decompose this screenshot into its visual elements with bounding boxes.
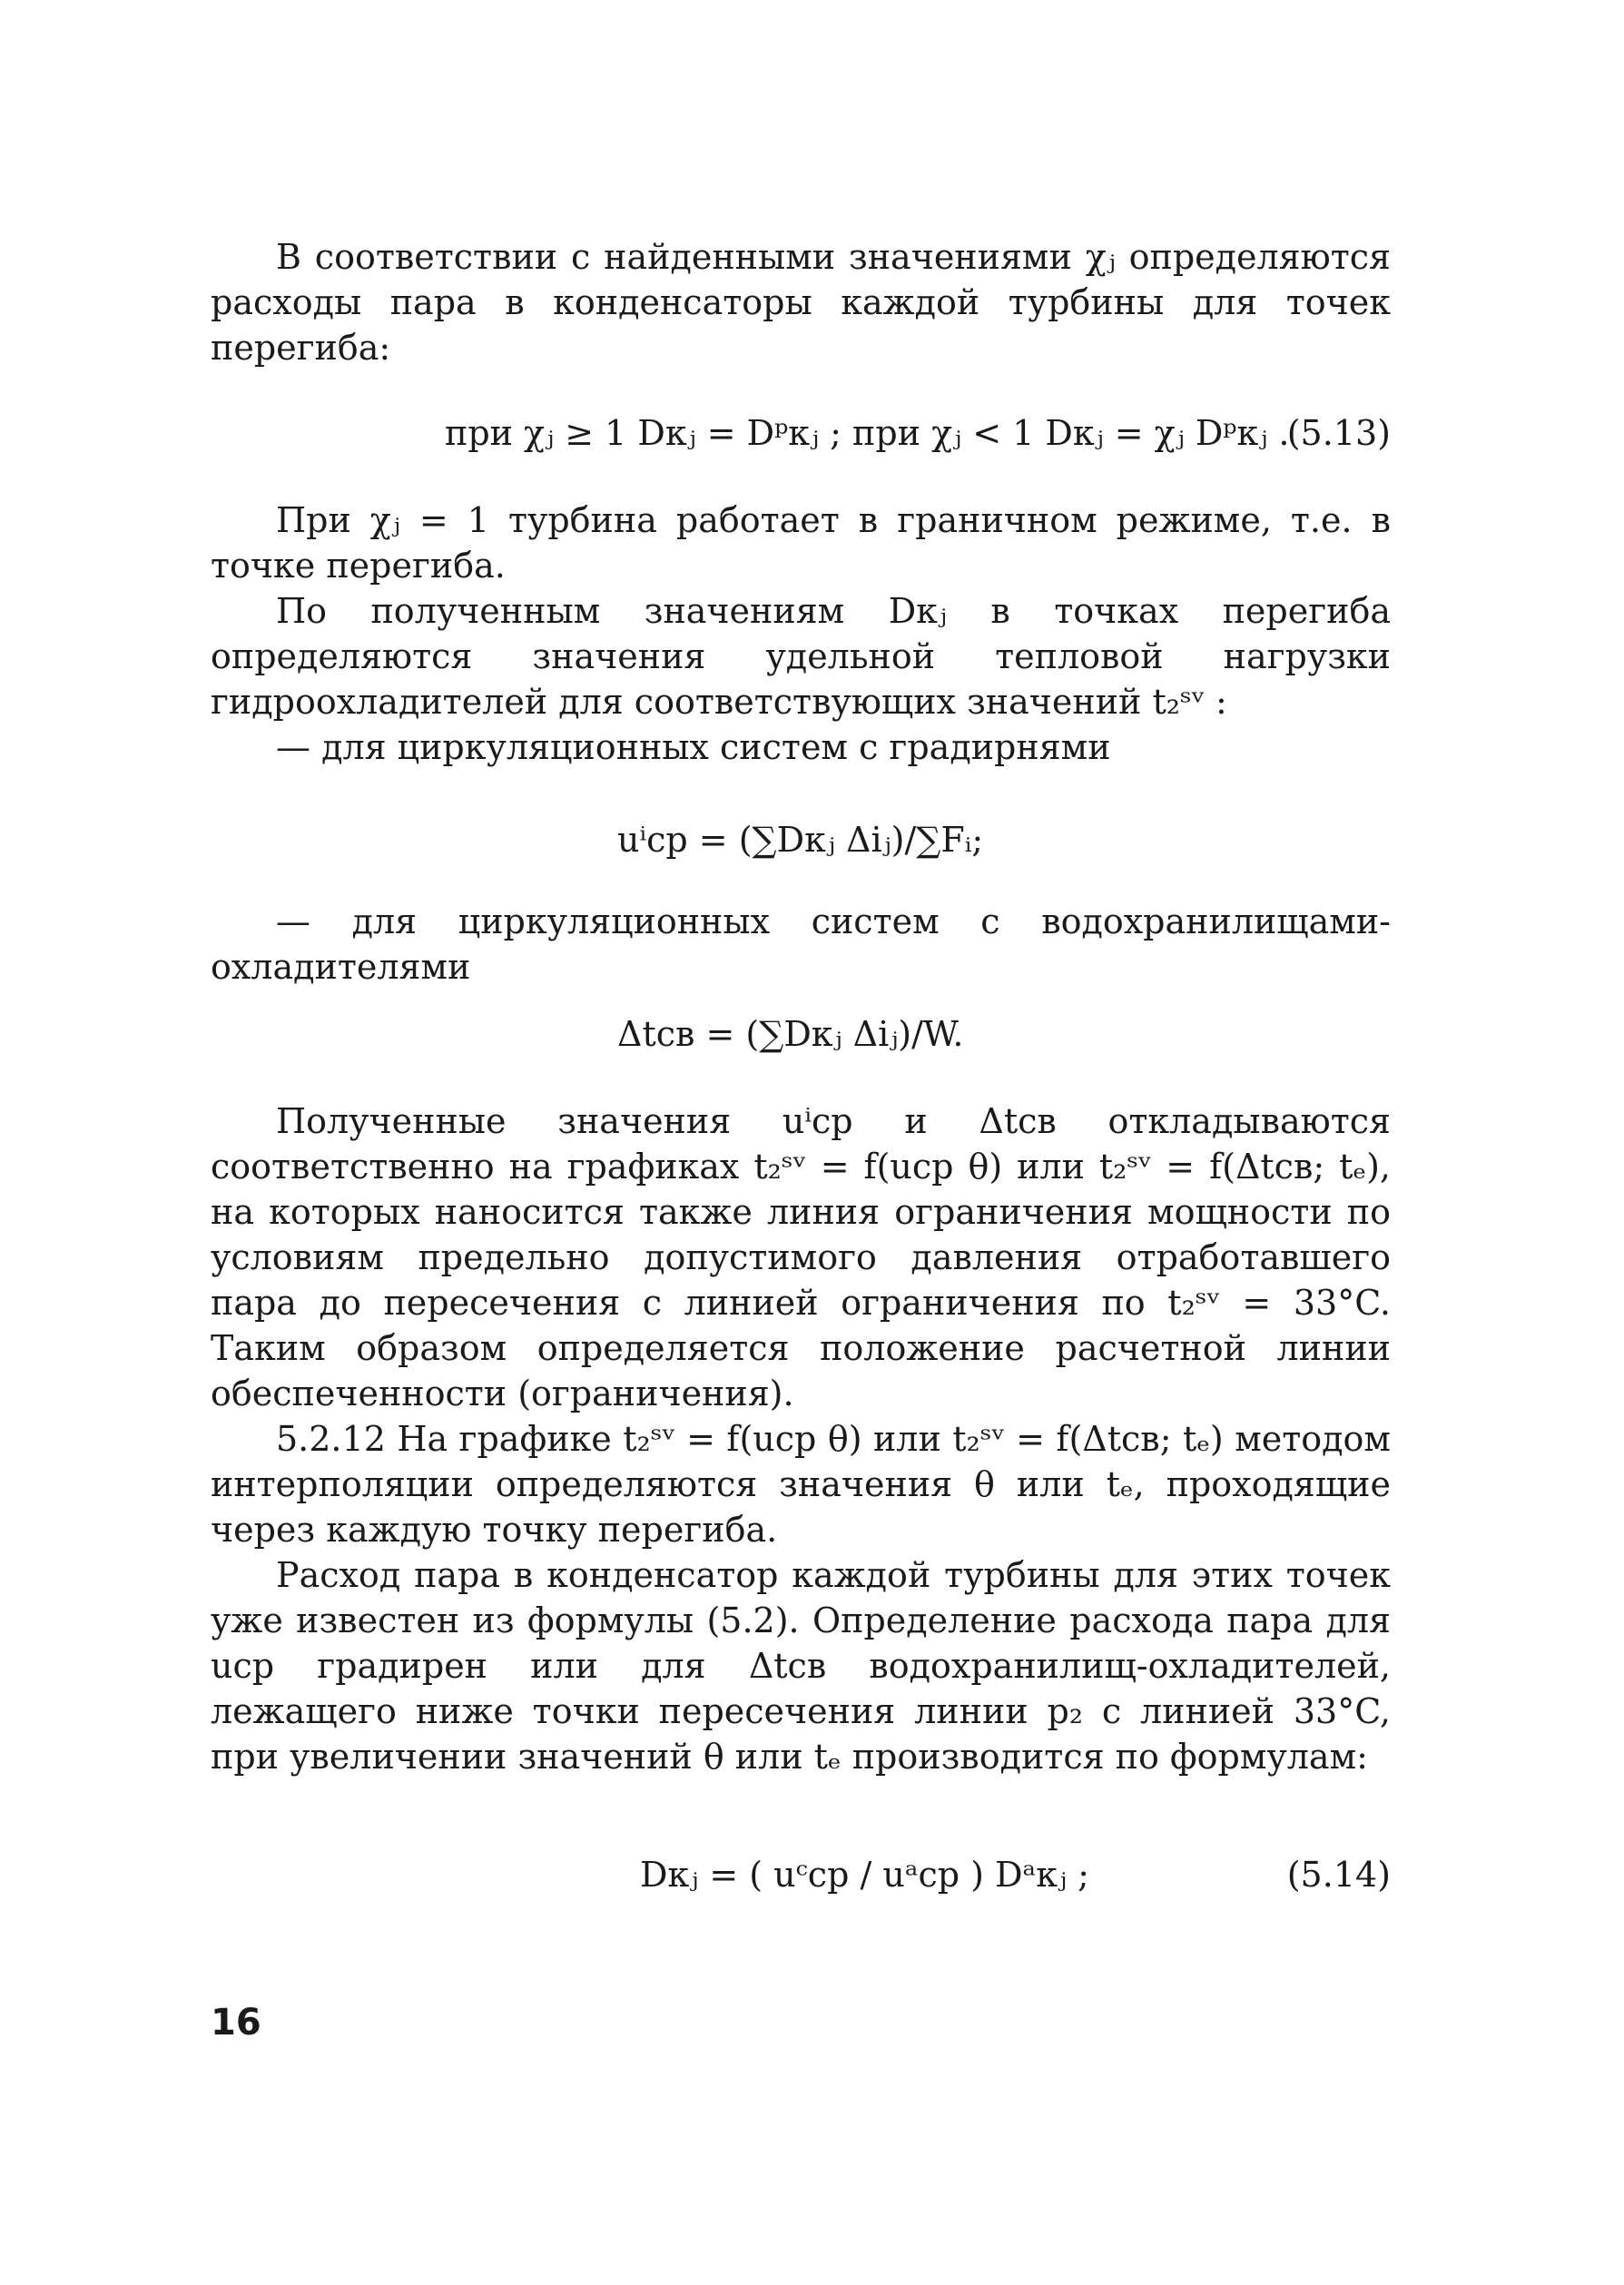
paragraph-5-2-12: 5.2.12 На графике t₂ˢᵛ = f(uср θ) или t₂ˢᵛ = f(Δtсв; tₑ) методом интерполяции определяются значения θ или tₑ, проходящие через каждую точку перегиба.: [211, 1419, 1391, 1550]
equation-delta-t: Δtсв = (∑Dкⱼ Δiⱼ)/W.: [617, 1014, 964, 1054]
equation-u-average: uⁱср = (∑Dкⱼ Δiⱼ)/∑Fᵢ;: [617, 820, 984, 860]
equation-number-5-13: (5.13): [1286, 413, 1391, 453]
paragraph-specific-load: По полученным значениям Dкⱼ в точках перегиба определяются значения удельной тепловой нагрузки гидроохладителей для соответствующих значений t₂ˢᵛ :: [211, 591, 1391, 722]
page-number: 16: [211, 2002, 261, 2044]
equation-number-5-14: (5.14): [1286, 1855, 1391, 1895]
paragraph-reservoir-coolers: — для циркуляционных систем с водохранилищами-охладителями: [211, 901, 1391, 987]
paragraph-cooling-towers: — для циркуляционных систем с градирнями: [276, 727, 1111, 767]
equation-5-13: при χⱼ ≥ 1 Dкⱼ = Dᵖкⱼ ; при χⱼ < 1 Dкⱼ = χⱼ Dᵖкⱼ .: [445, 413, 1290, 453]
paragraph-intro: В соответствии с найденными значениями χⱼ определяются расходы пара в конденсаторы каждой турбины для точек перегиба:: [211, 237, 1391, 368]
paragraph-steam-flow: Расход пара в конденсатор каждой турбины для этих точек уже известен из формулы (5.2). Определение расхода пара для uср градирен или для Δtсв водохранилищ-охладителей, лежащего ниже точки пересечения линии p₂ с линией 33°C, при увеличении значений θ или tₑ производится по формулам:: [211, 1555, 1391, 1777]
paragraph-boundary-mode: При χⱼ = 1 турбина работает в граничном режиме, т.е. в точке перегиба.: [211, 500, 1391, 586]
equation-5-14: Dкⱼ = ( uᶜср / uᵃср ) Dᵃкⱼ ;: [640, 1855, 1089, 1895]
paragraph-plotting: Полученные значения uⁱср и Δtсв откладываются соответственно на графиках t₂ˢᵛ = f(uср θ) или t₂ˢᵛ = f(Δtсв; tₑ), на которых наносится также линия ограничения мощности по условиям предельно допустимого давления отработавшего пара до пересечения с линией ограничения по t₂ˢᵛ = 33°C. Таким образом определяется положение расчетной линии обеспеченности (ограничения).: [211, 1101, 1391, 1413]
